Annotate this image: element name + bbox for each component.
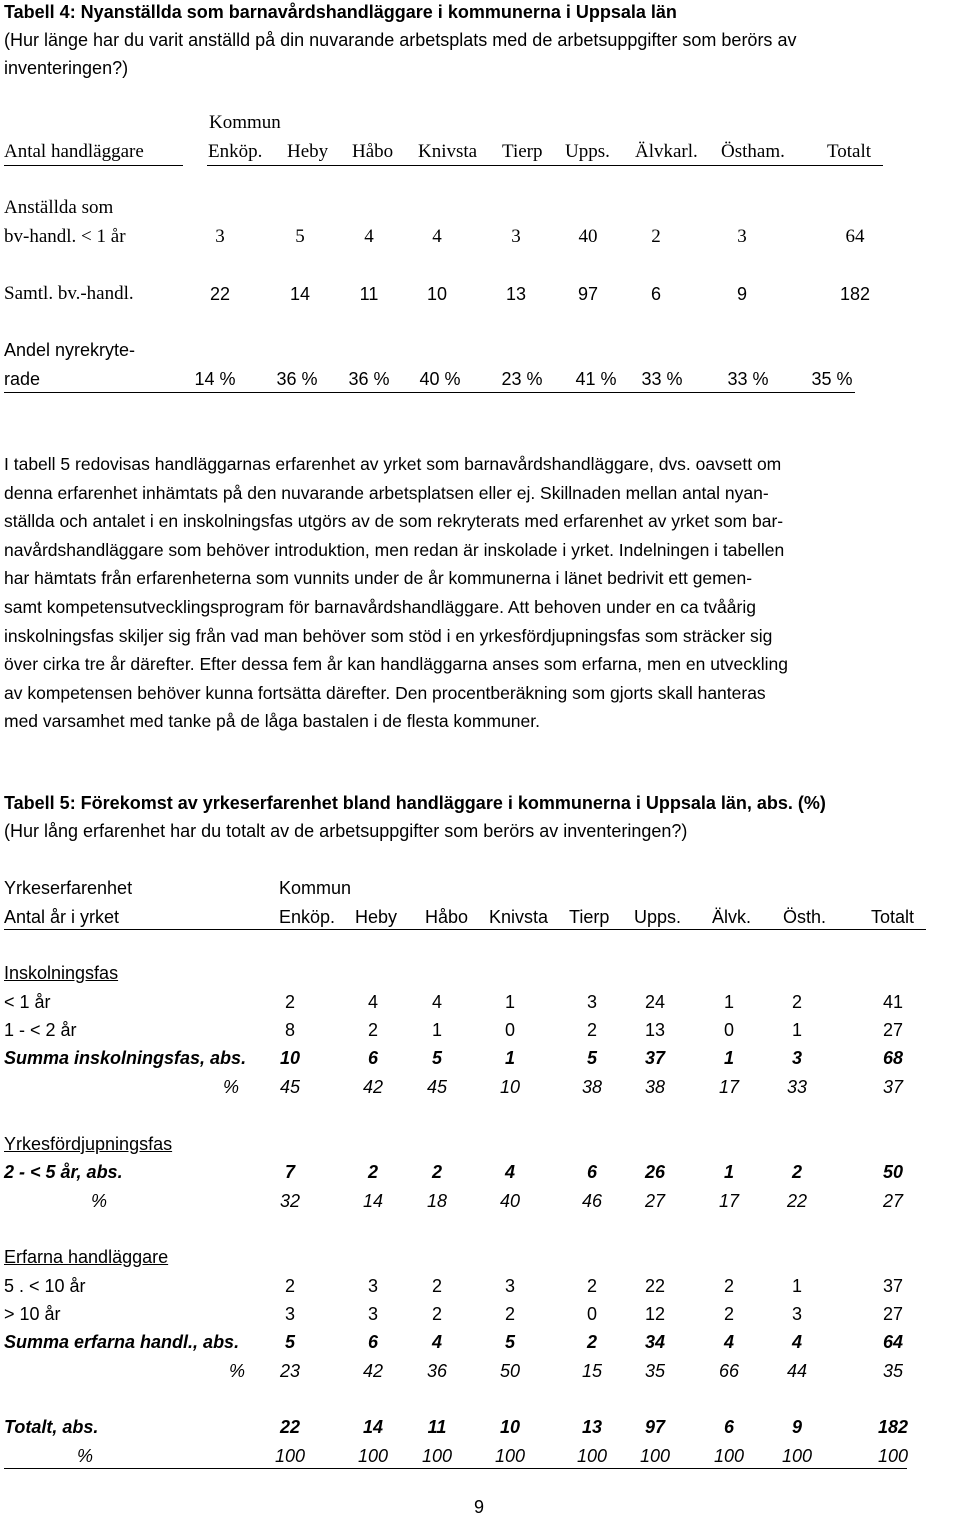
table5-col-header-0: Enköp. bbox=[279, 907, 336, 927]
row-totalt-pct-cell-5: 100 bbox=[639, 1446, 671, 1466]
row-totalt-cell-7: 9 bbox=[791, 1417, 802, 1437]
row-1to2-label: 1 - < 2 år bbox=[4, 1020, 77, 1040]
row-sum-inskolning-cell-1: 6 bbox=[367, 1048, 378, 1068]
row-pct-fordjupning-cell-7: 22 bbox=[786, 1191, 808, 1211]
table4-row3-cell-0: 14 % bbox=[194, 369, 236, 389]
row-2to5-cell-2: 2 bbox=[431, 1162, 442, 1182]
table5-col-header-3: Knivsta bbox=[489, 907, 549, 927]
table4-col-header-4: Tierp bbox=[502, 141, 543, 162]
row-pct-inskolning-cell-7: 33 bbox=[786, 1077, 808, 1097]
row-2to5-cell-3: 4 bbox=[504, 1162, 515, 1182]
paragraph-line-8: av kompetensen behöver kunna fortsätta därefter. Den procentberäkning som gjorts skall hanteras bbox=[4, 682, 766, 703]
table5-col-header-1: Heby bbox=[355, 907, 398, 927]
table4-row3-cell-4: 23 % bbox=[501, 369, 543, 389]
row-totalt-cell-3: 10 bbox=[499, 1417, 521, 1437]
row-sum-erfarna-cell-4: 2 bbox=[586, 1332, 597, 1352]
row-totalt-pct-cell-3: 100 bbox=[494, 1446, 526, 1466]
table4-row2-label: Samtl. bv.-handl. bbox=[4, 283, 134, 304]
row-pct-fordjupning-cell-0: 32 bbox=[279, 1191, 301, 1211]
table5-bottom-rule bbox=[4, 1468, 907, 1469]
table5-header-underline bbox=[4, 929, 926, 930]
row-1to2-cell-0: 8 bbox=[284, 1020, 295, 1040]
row-2to5-label: 2 - < 5 år, abs. bbox=[4, 1162, 123, 1182]
row-1to2-cell-1: 2 bbox=[367, 1020, 378, 1040]
row-pct-fordjupning-cell-6: 17 bbox=[718, 1191, 740, 1211]
table4-row1-cell-0: 3 bbox=[215, 226, 225, 247]
table4-row1-cell-5: 40 bbox=[578, 226, 598, 247]
table4-row3-cell-3: 40 % bbox=[419, 369, 461, 389]
row-sum-inskolning-cell-3: 1 bbox=[504, 1048, 515, 1068]
row-gt10-cell-2: 2 bbox=[431, 1304, 442, 1324]
row-2to5-cell-6: 1 bbox=[723, 1162, 734, 1182]
row-lt1-cell-5: 24 bbox=[644, 992, 666, 1012]
row-pct-inskolning-cell-5: 38 bbox=[644, 1077, 666, 1097]
table4-row1-label: Anställda som bbox=[4, 197, 114, 218]
row-lt1-cell-7: 2 bbox=[791, 992, 802, 1012]
row-1to2-cell-7: 1 bbox=[791, 1020, 802, 1040]
row-gt10-cell-1: 3 bbox=[367, 1304, 378, 1324]
row-sum-inskolning-label: Summa inskolningsfas, abs. bbox=[4, 1048, 247, 1068]
row-pct-fordjupning-label: % bbox=[91, 1191, 108, 1211]
row-pct-erfarna-cell-0: 23 bbox=[279, 1361, 301, 1381]
row-sum-erfarna-label: Summa erfarna handl., abs. bbox=[4, 1332, 240, 1352]
row-pct-fordjupning-cell-8: 27 bbox=[882, 1191, 904, 1211]
table4-row3-cell-1: 36 % bbox=[276, 369, 318, 389]
row-pct-erfarna-cell-6: 66 bbox=[718, 1361, 740, 1381]
row-totalt-cell-0: 22 bbox=[279, 1417, 301, 1437]
row-1to2-cell-6: 0 bbox=[723, 1020, 734, 1040]
row-lt1-cell-4: 3 bbox=[586, 992, 597, 1012]
row-pct-inskolning-cell-8: 37 bbox=[882, 1077, 904, 1097]
table5-col-header-7: Östh. bbox=[783, 907, 827, 927]
paragraph-line-4: har hämtats från erfarenheterna som vunnits under de år kommunerna i länet bedrivit ett gemen- bbox=[4, 568, 753, 589]
row-pct-fordjupning-cell-3: 40 bbox=[499, 1191, 521, 1211]
table4-col-header-8: Totalt bbox=[827, 141, 872, 162]
table4-row1-cell-1: 5 bbox=[295, 226, 305, 247]
table5-col-header-8: Totalt bbox=[871, 907, 915, 927]
row-5to10-cell-8: 37 bbox=[882, 1276, 904, 1296]
row-gt10-cell-5: 12 bbox=[644, 1304, 666, 1324]
row-5to10-cell-6: 2 bbox=[723, 1276, 734, 1296]
row-pct-erfarna-cell-7: 44 bbox=[786, 1361, 808, 1381]
table4-row2-cell-4: 13 bbox=[505, 284, 527, 304]
table4-row3-label: Andel nyrekryte- bbox=[4, 340, 136, 360]
row-pct-inskolning-cell-2: 45 bbox=[426, 1077, 448, 1097]
row-totalt-cell-1: 14 bbox=[362, 1417, 384, 1437]
row-totalt-pct-cell-4: 100 bbox=[576, 1446, 608, 1466]
row-totalt-pct-cell-7: 100 bbox=[781, 1446, 813, 1466]
row-sum-erfarna-cell-8: 64 bbox=[882, 1332, 904, 1352]
row-2to5-cell-1: 2 bbox=[367, 1162, 378, 1182]
row-5to10-cell-5: 22 bbox=[644, 1276, 666, 1296]
row-totalt-pct-label: % bbox=[77, 1446, 94, 1466]
row-2to5-cell-5: 26 bbox=[644, 1162, 666, 1182]
paragraph-line-7: över cirka tre år därefter. Efter dessa fem år kan handläggarna anses som erfarna, men en utveckling bbox=[4, 654, 789, 675]
table4-row1-cell-4: 3 bbox=[511, 226, 521, 247]
row-1to2-cell-3: 0 bbox=[504, 1020, 515, 1040]
row-2to5-cell-8: 50 bbox=[882, 1162, 904, 1182]
table4-col-header-3: Knivsta bbox=[418, 141, 478, 162]
row-totalt-pct-cell-6: 100 bbox=[713, 1446, 745, 1466]
row-pct-erfarna-cell-4: 15 bbox=[581, 1361, 603, 1381]
table4-row1-cell-7: 3 bbox=[737, 226, 747, 247]
table4-row2-cell-6: 6 bbox=[650, 284, 661, 304]
table4-row2-cell-0: 22 bbox=[209, 284, 231, 304]
table4-bottom-rule bbox=[4, 392, 855, 393]
paragraph-line-5: samt kompetensutvecklingsprogram för barnavårdshandläggare. Att behoven under en ca tvåårig bbox=[4, 596, 756, 617]
row-sum-erfarna-cell-1: 6 bbox=[367, 1332, 378, 1352]
paragraph-line-3: navårdshandläggare som behöver introduktion, men redan är inskolade i yrket. Indelningen i tabellen bbox=[4, 539, 785, 560]
row-pct-erfarna-label: % bbox=[229, 1361, 246, 1381]
table4-col-header-7: Östham. bbox=[721, 141, 785, 162]
row-sum-erfarna-cell-2: 4 bbox=[431, 1332, 442, 1352]
table4-title: Tabell 4: Nyanställda som barnavårdshandläggare i kommunerna i Uppsala län bbox=[4, 2, 677, 22]
row-totalt-cell-5: 97 bbox=[644, 1417, 666, 1437]
row-gt10-cell-6: 2 bbox=[723, 1304, 734, 1324]
row-pct-inskolning-cell-4: 38 bbox=[581, 1077, 603, 1097]
table4-col-header-2: Håbo bbox=[352, 141, 394, 162]
table4-row2-cell-5: 97 bbox=[577, 284, 599, 304]
row-sum-inskolning-cell-2: 5 bbox=[431, 1048, 442, 1068]
row-totalt-pct-cell-0: 100 bbox=[274, 1446, 306, 1466]
table4-row2-cell-1: 14 bbox=[289, 284, 311, 304]
row-totalt-pct-cell-1: 100 bbox=[357, 1446, 389, 1466]
row-pct-erfarna-cell-8: 35 bbox=[882, 1361, 904, 1381]
row-5to10-label: 5 . < 10 år bbox=[4, 1276, 86, 1296]
row-5to10-cell-3: 3 bbox=[504, 1276, 515, 1296]
row-5to10-cell-1: 3 bbox=[367, 1276, 378, 1296]
row-lt1-cell-1: 4 bbox=[367, 992, 378, 1012]
section-inskolningsfas: Inskolningsfas bbox=[4, 963, 119, 983]
row-5to10-cell-7: 1 bbox=[791, 1276, 802, 1296]
section-yrkesfordjupningsfas: Yrkesfördjupningsfas bbox=[4, 1134, 173, 1154]
row-pct-inskolning-label: % bbox=[223, 1077, 240, 1097]
row-sum-inskolning-cell-0: 10 bbox=[279, 1048, 301, 1068]
table4-kommun-header: Kommun bbox=[209, 112, 281, 133]
table4-subtitle: (Hur länge har du varit anställd på din nuvarande arbetsplats med de arbetsuppgifter som berörs av bbox=[4, 30, 797, 50]
row-sum-inskolning-cell-5: 37 bbox=[644, 1048, 666, 1068]
table4-row2-cell-3: 10 bbox=[426, 284, 448, 304]
row-pct-erfarna-cell-3: 50 bbox=[499, 1361, 521, 1381]
row-gt10-cell-3: 2 bbox=[504, 1304, 515, 1324]
table4-row-header: Antal handläggare bbox=[4, 141, 144, 162]
table4-row3-cell-6: 33 % bbox=[641, 369, 683, 389]
row-sum-inskolning-cell-8: 68 bbox=[882, 1048, 904, 1068]
row-2to5-cell-0: 7 bbox=[284, 1162, 295, 1182]
table4-row3-cell-2: 36 % bbox=[348, 369, 390, 389]
table5-head2: Antal år i yrket bbox=[4, 907, 120, 927]
row-pct-fordjupning-cell-5: 27 bbox=[644, 1191, 666, 1211]
row-sum-inskolning-cell-4: 5 bbox=[586, 1048, 597, 1068]
row-2to5-cell-7: 2 bbox=[791, 1162, 802, 1182]
row-1to2-cell-4: 2 bbox=[586, 1020, 597, 1040]
row-lt1-cell-6: 1 bbox=[723, 992, 734, 1012]
table4-row3-label-cont: rade bbox=[4, 369, 41, 389]
table4-row1-cell-3: 4 bbox=[432, 226, 442, 247]
paragraph-line-1: denna erfarenhet inhämtats på den nuvarande arbetsplatsen eller ej. Skillnaden mellan antal nyan- bbox=[4, 482, 769, 503]
row-sum-erfarna-cell-3: 5 bbox=[504, 1332, 515, 1352]
table5-head1: Yrkeserfarenhet bbox=[4, 878, 133, 898]
row-lt1-cell-3: 1 bbox=[504, 992, 515, 1012]
row-5to10-cell-4: 2 bbox=[586, 1276, 597, 1296]
row-sum-inskolning-cell-6: 1 bbox=[723, 1048, 734, 1068]
row-2to5-cell-4: 6 bbox=[586, 1162, 597, 1182]
row-1to2-cell-8: 27 bbox=[882, 1020, 904, 1040]
page-number: 9 bbox=[474, 1497, 485, 1517]
section-erfarna: Erfarna handläggare bbox=[4, 1247, 169, 1267]
row-sum-inskolning-cell-7: 3 bbox=[791, 1048, 802, 1068]
row-sum-erfarna-cell-6: 4 bbox=[723, 1332, 734, 1352]
table4-row3-cell-8: 35 % bbox=[811, 369, 853, 389]
table5-col-header-5: Upps. bbox=[634, 907, 682, 927]
row-gt10-cell-4: 0 bbox=[586, 1304, 597, 1324]
row-pct-inskolning-cell-0: 45 bbox=[279, 1077, 301, 1097]
body-paragraph bbox=[4, 450, 958, 736]
table4-row1-cell-2: 4 bbox=[364, 226, 374, 247]
table5-col-header-6: Älvk. bbox=[712, 907, 752, 927]
row-sum-erfarna-cell-7: 4 bbox=[791, 1332, 802, 1352]
paragraph-line-9: med varsamhet med tanke på de låga bastalen i de flesta kommuner. bbox=[4, 711, 540, 732]
row-1to2-cell-2: 1 bbox=[431, 1020, 442, 1040]
table4-subtitle-cont: inventeringen?) bbox=[4, 58, 129, 78]
row-5to10-cell-0: 2 bbox=[284, 1276, 295, 1296]
row-pct-erfarna-cell-1: 42 bbox=[362, 1361, 384, 1381]
row-pct-inskolning-cell-1: 42 bbox=[362, 1077, 384, 1097]
row-totalt-pct-cell-2: 100 bbox=[421, 1446, 453, 1466]
row-totalt-cell-4: 13 bbox=[581, 1417, 603, 1437]
row-pct-inskolning-cell-3: 10 bbox=[499, 1077, 521, 1097]
row-gt10-label: > 10 år bbox=[4, 1304, 61, 1324]
row-pct-inskolning-cell-6: 17 bbox=[718, 1077, 740, 1097]
row-5to10-cell-2: 2 bbox=[431, 1276, 442, 1296]
table4-header-underline bbox=[207, 165, 883, 166]
row-1to2-cell-5: 13 bbox=[644, 1020, 666, 1040]
row-totalt-cell-8: 182 bbox=[877, 1417, 909, 1437]
row-lt1-label: < 1 år bbox=[4, 992, 51, 1012]
row-pct-fordjupning-cell-1: 14 bbox=[362, 1191, 384, 1211]
table4-row2-cell-8: 182 bbox=[839, 284, 871, 304]
row-totalt-cell-2: 11 bbox=[427, 1417, 447, 1437]
table4-row-header-underline bbox=[4, 165, 183, 166]
row-pct-erfarna-cell-5: 35 bbox=[644, 1361, 666, 1381]
row-totalt-pct-cell-8: 100 bbox=[877, 1446, 909, 1466]
row-lt1-cell-8: 41 bbox=[882, 992, 904, 1012]
row-sum-erfarna-cell-5: 34 bbox=[644, 1332, 666, 1352]
row-pct-fordjupning-cell-2: 18 bbox=[426, 1191, 448, 1211]
row-gt10-cell-0: 3 bbox=[284, 1304, 295, 1324]
table5-subtitle: (Hur lång erfarenhet har du totalt av de arbetsuppgifter som berörs av inventeringen?) bbox=[4, 821, 688, 841]
row-pct-erfarna-cell-2: 36 bbox=[426, 1361, 448, 1381]
table4-col-header-5: Upps. bbox=[565, 141, 610, 162]
table4-row2-cell-2: 11 bbox=[359, 284, 379, 304]
table5-col-header-2: Håbo bbox=[425, 907, 469, 927]
table4-row1-cell-8: 64 bbox=[845, 226, 865, 247]
paragraph-line-0: I tabell 5 redovisas handläggarnas erfarenhet av yrket som barnavårdshandläggare, dvs. oavsett om bbox=[4, 454, 782, 474]
row-lt1-cell-0: 2 bbox=[284, 992, 295, 1012]
table4-col-header-0: Enköp. bbox=[208, 141, 263, 162]
row-pct-fordjupning-cell-4: 46 bbox=[581, 1191, 603, 1211]
paragraph-line-6: inskolningsfas skiljer sig från vad man behöver som stöd i en yrkesfördjupningsfas som sträcker sig bbox=[4, 625, 773, 646]
table4-row1-cell-6: 2 bbox=[651, 226, 661, 247]
row-sum-erfarna-cell-0: 5 bbox=[284, 1332, 295, 1352]
table4-row2-cell-7: 9 bbox=[736, 284, 747, 304]
row-gt10-cell-7: 3 bbox=[791, 1304, 802, 1324]
row-lt1-cell-2: 4 bbox=[431, 992, 442, 1012]
row-totalt-cell-6: 6 bbox=[723, 1417, 734, 1437]
table4-row1-label-cont: bv-handl. < 1 år bbox=[4, 226, 126, 247]
table5-col-header-4: Tierp bbox=[569, 907, 610, 927]
row-totalt-label: Totalt, abs. bbox=[4, 1417, 99, 1437]
table4-row3-cell-5: 41 % bbox=[575, 369, 617, 389]
table4-col-header-6: Älvkarl. bbox=[635, 141, 698, 162]
paragraph-line-2: ställda och antalet i en inskolningsfas utgörs av de som rekryterats med erfarenhet av yrket som bar- bbox=[4, 511, 784, 532]
table4-col-header-1: Heby bbox=[287, 141, 329, 162]
table4-row3-cell-7: 33 % bbox=[727, 369, 769, 389]
table5-title: Tabell 5: Förekomst av yrkeserfarenhet bland handläggare i kommunerna i Uppsala län, abs. (%) bbox=[4, 793, 826, 813]
row-gt10-cell-8: 27 bbox=[882, 1304, 904, 1324]
table5-kommun-header: Kommun bbox=[279, 878, 352, 898]
